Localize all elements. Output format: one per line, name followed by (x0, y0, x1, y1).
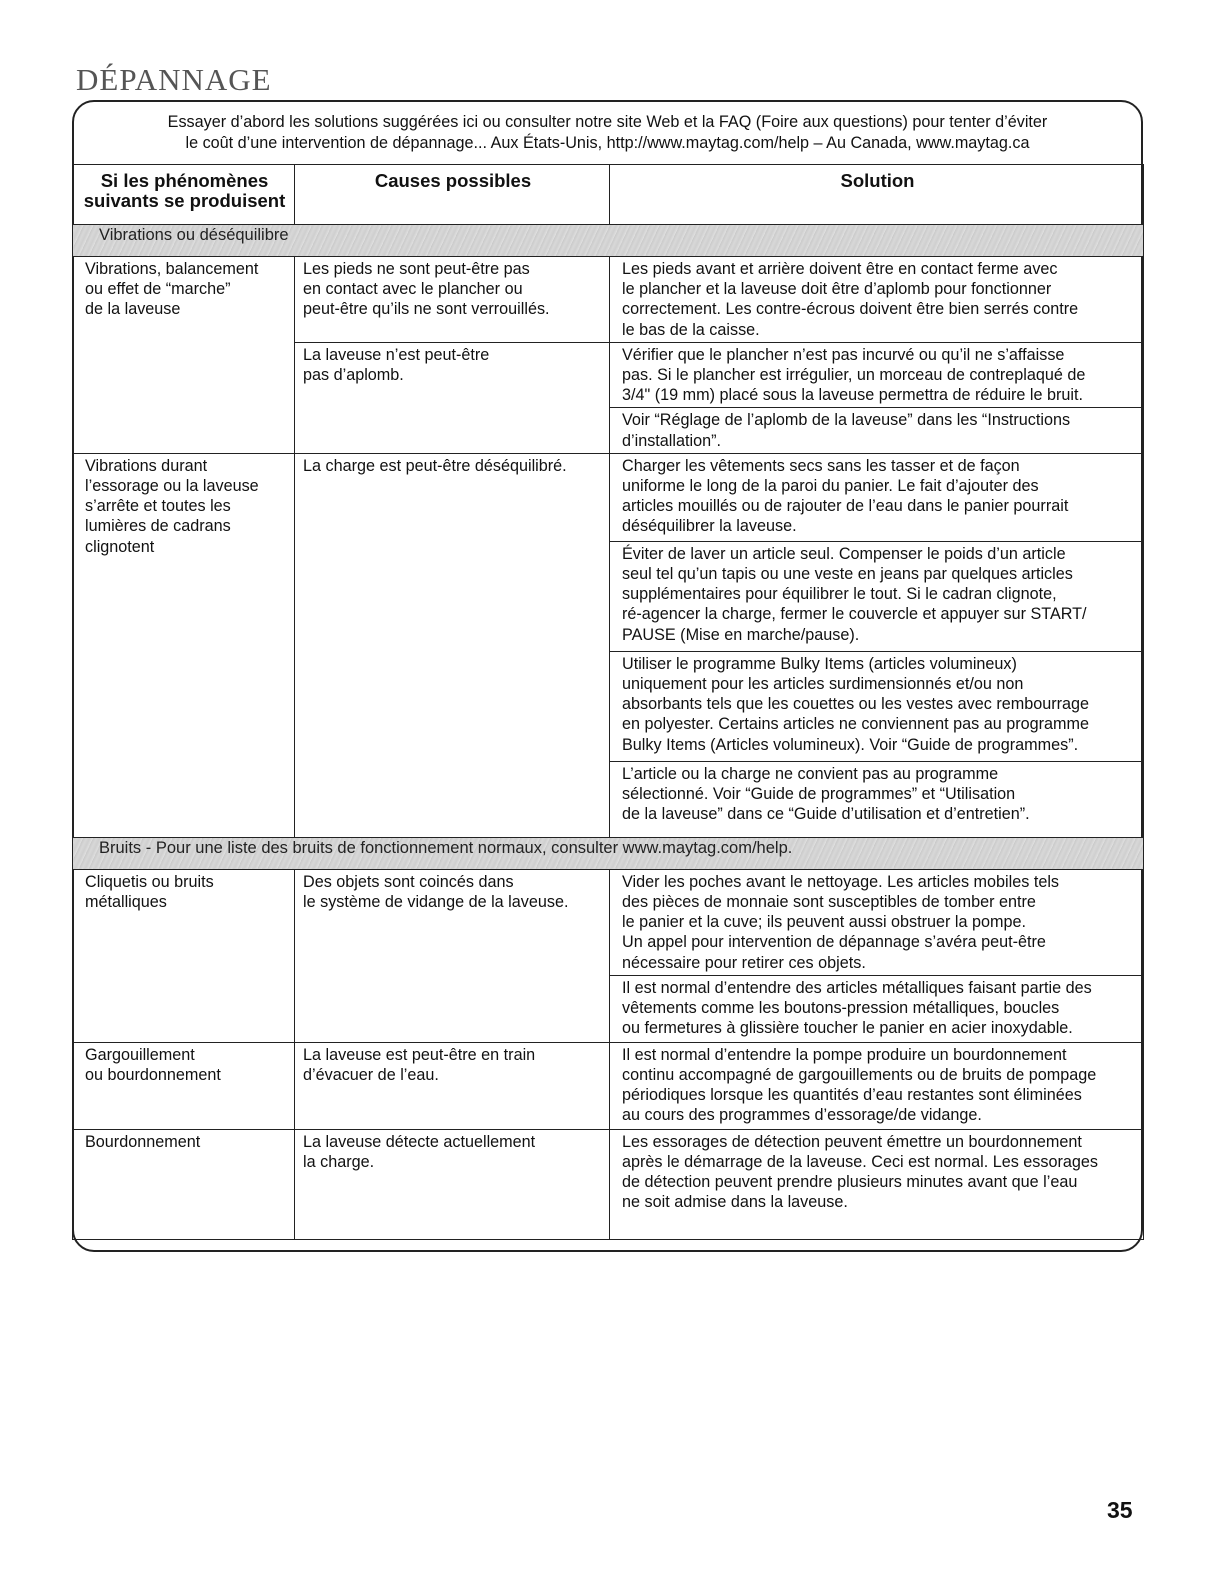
cause-cell (295, 869, 610, 1042)
text-line: supplémentaires pour équilibrer le tout. Si le cadran clignote, (622, 585, 1057, 604)
solution-cell (610, 257, 1144, 343)
problem-cell (73, 869, 295, 1042)
solution-cell (610, 869, 1144, 975)
intro-line: Essayer d’abord les solutions suggérées ici ou consulter notre site Web et la FAQ (Foire aux questions) pour tenter d’éviter (167, 113, 1048, 131)
text-line: continu accompagné de gargouillements ou de bruits de pompage (622, 1066, 1097, 1085)
table-row (73, 869, 1144, 975)
text-line: Utiliser le programme Bulky Items (articles volumineux) (622, 654, 1017, 673)
text-line: ou fermetures à glissière toucher le panier en acier inoxydable. (622, 1019, 1073, 1038)
text-line: peut-être qu’ils ne sont verrouillés. (303, 300, 550, 319)
text-line: Les pieds ne sont peut-être pas (303, 260, 530, 278)
text-line: le plancher et la laveuse doit être d’aplomb pour fonctionner (622, 280, 1052, 299)
section-title: Bruits - Pour une liste des bruits de fonctionnement normaux, consulter www.maytag.com/help. (73, 837, 1144, 869)
text-line: au cours des programmes d’essorage/de vidange. (622, 1106, 982, 1125)
text-line: Il est normal d’entendre des articles métalliques faisant partie des (622, 978, 1092, 997)
text-line: uniforme le long de la paroi du panier. Le fait d’ajouter des (622, 477, 1039, 496)
text-line: Vider les poches avant le nettoyage. Les articles mobiles tels (622, 872, 1060, 891)
text-line: vêtements comme les boutons-pression métalliques, boucles (622, 999, 1060, 1018)
section-title: Vibrations ou déséquilibre (73, 225, 1144, 257)
text-line: correctement. Les contre-écrous doivent être bien serrés contre (622, 300, 1079, 319)
text-line: de la laveuse (85, 300, 181, 319)
text-line: clignotent (85, 537, 155, 556)
text-line: seul tel qu’un tapis ou une veste en jeans par quelques articles (622, 565, 1073, 584)
cause-cell (295, 257, 610, 343)
text-line: l’essorage ou la laveuse (85, 477, 259, 496)
troubleshooting-table (72, 164, 1144, 1240)
text-line: pas. Si le plancher est irrégulier, un morceau de contreplaqué de (622, 366, 1086, 385)
text-line: le système de vidange de la laveuse. (303, 893, 569, 912)
solution-cell (610, 541, 1144, 651)
table-row (73, 1042, 1144, 1129)
solution-cell (610, 453, 1144, 541)
text-line: Charger les vêtements secs sans les tasser et de façon (622, 456, 1020, 475)
text-line: Gargouillement (85, 1045, 195, 1064)
page-number: 35 (1107, 1497, 1133, 1523)
text-line: pas d’aplomb. (303, 366, 404, 385)
text-line: de détection peuvent prendre plusieurs minutes avant que l’eau (622, 1173, 1078, 1192)
solution-cell (610, 342, 1144, 408)
text-line: ou bourdonnement (85, 1066, 221, 1085)
problem-cell (73, 1129, 295, 1239)
header-causes: Causes possibles (295, 165, 610, 225)
cause-cell (295, 1129, 610, 1239)
text-line: le panier et la cuve; ils peuvent aussi obstruer la pompe. (622, 913, 1027, 932)
problem-cell (73, 1042, 295, 1129)
text-line: ne soit admise dans la laveuse. (622, 1193, 848, 1212)
header-line: Si les phénomènes (100, 170, 269, 191)
text-line: La charge est peut-être déséquilibré. (303, 456, 567, 475)
text-line: périodiques lorsque les quantités d’eau restantes sont éliminées (622, 1086, 1082, 1105)
solution-cell (610, 761, 1144, 837)
cause-cell (295, 1042, 610, 1129)
text-line: Bulky Items (Articles volumineux). Voir “Guide de programmes”. (622, 735, 1079, 754)
problem-cell (73, 257, 295, 454)
text-line: La laveuse est peut-être en train (303, 1045, 536, 1064)
text-line: s’arrête et toutes les (85, 497, 231, 516)
text-line: sélectionné. Voir “Guide de programmes” et “Utilisation (622, 785, 1016, 804)
cause-cell (295, 342, 610, 453)
text-line: Bourdonnement (85, 1132, 201, 1151)
text-line: lumières de cadrans (85, 517, 231, 536)
text-line: la charge. (303, 1153, 375, 1172)
text-line: Les essorages de détection peuvent émettre un bourdonnement (622, 1132, 1082, 1151)
text-line: L’article ou la charge ne convient pas au programme (622, 764, 999, 783)
text-line: Il est normal d’entendre la pompe produire un bourdonnement (622, 1045, 1067, 1064)
text-line: Vérifier que le plancher n’est pas incurvé ou qu’il ne s’affaisse (622, 345, 1065, 364)
text-line: Vibrations durant (85, 456, 208, 475)
header-phenomena (73, 165, 295, 225)
text-line: d’évacuer de l’eau. (303, 1066, 439, 1085)
section-row (73, 837, 1144, 869)
text-line: Vibrations, balancement (85, 260, 259, 278)
intro-text (72, 112, 1143, 154)
solution-cell (610, 975, 1144, 1042)
text-line: PAUSE (Mise en marche/pause). (622, 625, 860, 644)
text-line: Des objets sont coincés dans (303, 872, 514, 891)
solution-cell (610, 1129, 1144, 1239)
header-line: suivants se produisent (83, 190, 286, 211)
section-row (73, 225, 1144, 257)
text-line: La laveuse n’est peut-être (303, 345, 490, 364)
text-line: métalliques (85, 893, 167, 912)
text-line: d’installation”. (622, 431, 721, 450)
solution-cell (610, 651, 1144, 761)
text-line: après le démarrage de la laveuse. Ceci est normal. Les essorages (622, 1153, 1098, 1172)
text-line: 3/4" (19 mm) placé sous la laveuse permettra de réduire le bruit. (622, 386, 1084, 405)
solution-cell (610, 1042, 1144, 1129)
text-line: Un appel pour intervention de dépannage s’avéra peut-être (622, 933, 1046, 952)
problem-cell (73, 453, 295, 837)
text-line: en contact avec le plancher ou (303, 280, 523, 299)
cause-cell (295, 453, 610, 837)
text-line: ré-agencer la charge, fermer le couvercle et appuyer sur START/ (622, 605, 1087, 624)
text-line: uniquement pour les articles surdimensionnés et/ou non (622, 675, 1024, 694)
text-line: de la laveuse” dans ce “Guide d’utilisation et d’entretien”. (622, 805, 1030, 824)
text-line: Cliquetis ou bruits (85, 872, 214, 891)
table-header-row (73, 165, 1144, 225)
text-line: Voir “Réglage de l’aplomb de la laveuse” dans les “Instructions (622, 411, 1071, 430)
text-line: nécessaire pour retirer ces objets. (622, 953, 866, 972)
text-line: en polyester. Certains articles ne conviennent pas au programme (622, 715, 1089, 734)
text-line: des pièces de monnaie sont susceptibles de tomber entre (622, 893, 1036, 912)
text-line: articles mouillés ou de rajouter de l’eau dans le panier pourrait (622, 497, 1069, 516)
text-line: déséquilibrer la laveuse. (622, 517, 797, 536)
page-title: DÉPANNAGE (76, 62, 272, 97)
table-row (73, 1129, 1144, 1239)
text-line: le bas de la caisse. (622, 320, 760, 339)
table-row (73, 257, 1144, 343)
header-solution: Solution (610, 165, 1144, 225)
intro-line: le coût d’une intervention de dépannage... Aux États-Unis, http://www.maytag.com/help – Au Canada, www.maytag.ca (185, 134, 1030, 152)
text-line: absorbants tels que les couettes ou les vestes avec rembourrage (622, 695, 1090, 714)
text-line: Éviter de laver un article seul. Compenser le poids d’un article (622, 544, 1066, 563)
table-row (73, 453, 1144, 541)
text-line: La laveuse détecte actuellement (303, 1132, 536, 1151)
text-line: Les pieds avant et arrière doivent être en contact ferme avec (622, 260, 1058, 278)
text-line: ou effet de “marche” (85, 280, 231, 299)
solution-cell (610, 408, 1144, 453)
